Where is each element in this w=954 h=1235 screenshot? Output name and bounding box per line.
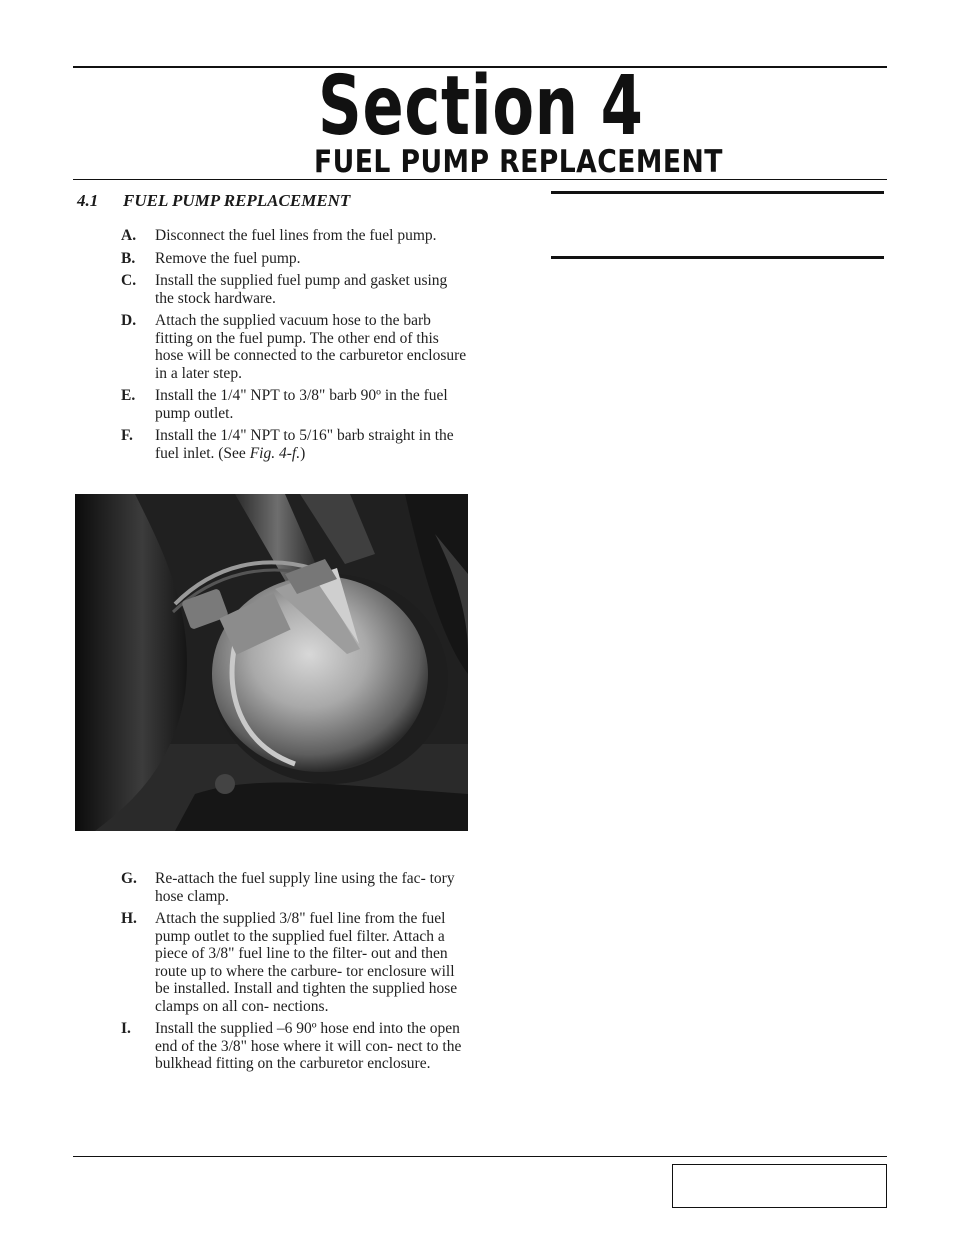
step-letter: A. (121, 227, 137, 244)
step-letter: D. (121, 312, 137, 329)
step-e (121, 387, 467, 422)
step-text: Disconnect the fuel lines from the fuel pump. (155, 227, 437, 244)
right-column-top-rule (551, 191, 884, 194)
step-letter: F. (121, 427, 133, 444)
step-text: Install the supplied fuel pump and gasket using the stock hardware. (155, 272, 448, 307)
step-text: Attach the supplied vacuum hose to the barb fitting on the fuel pump. The other end of this hose will be connected to the carburetor enclosure in a later step. (155, 312, 467, 382)
step-text: Attach the supplied 3/8" fuel line from the fuel pump outlet to the supplied fuel filter. Attach a piece of 3/8" fuel line to the filter- out and then route up to where the carbure- tor enclosure will be installed. Install and tighten the supplied hose clamps on all con- nections. (155, 910, 458, 1015)
step-d (121, 312, 467, 382)
fuel-pump-photo (75, 494, 468, 831)
step-letter: G. (121, 870, 137, 887)
step-letter: C. (121, 272, 137, 289)
step-text-part: ) (300, 444, 306, 462)
step-h (121, 910, 467, 1015)
step-text-part: Install the 1/4" NPT to 5/16" barb straight in the fuel inlet. (See (155, 427, 454, 462)
step-b (121, 250, 467, 268)
step-letter: I. (121, 1020, 131, 1037)
step-g (121, 870, 467, 905)
step-letter: E. (121, 387, 136, 404)
step-letter: B. (121, 249, 136, 267)
footer-rule (73, 1156, 887, 1157)
step-text: Install the supplied –6 90º hose end into the open end of the 3/8" hose where it will con- nect to the bulkhead fitting on the carburetor enclosure. (155, 1020, 462, 1072)
page-number-box (672, 1164, 887, 1208)
subsection-heading (77, 191, 350, 211)
section-heading: Section 4 (318, 59, 644, 154)
steps-list-before-figure (121, 227, 467, 467)
steps-list-after-figure (121, 870, 467, 1078)
figure-reference: Fig. 4-f. (249, 444, 301, 462)
step-letter: H. (121, 910, 137, 927)
right-column-bottom-rule (551, 256, 884, 259)
subsection-title: FUEL PUMP REPLACEMENT (123, 191, 351, 210)
section-subtitle: FUEL PUMP REPLACEMENT (314, 144, 723, 180)
step-text (155, 427, 467, 462)
step-c (121, 272, 467, 307)
step-text: Re-attach the fuel supply line using the fac- tory hose clamp. (155, 870, 455, 905)
step-text: Install the 1/4" NPT to 3/8" barb 90º in the fuel pump outlet. (155, 387, 448, 422)
step-text: Remove the fuel pump. (155, 249, 301, 267)
step-a (121, 227, 467, 245)
step-i (121, 1020, 467, 1073)
subsection-number: 4.1 (77, 191, 99, 210)
step-f (121, 427, 467, 462)
